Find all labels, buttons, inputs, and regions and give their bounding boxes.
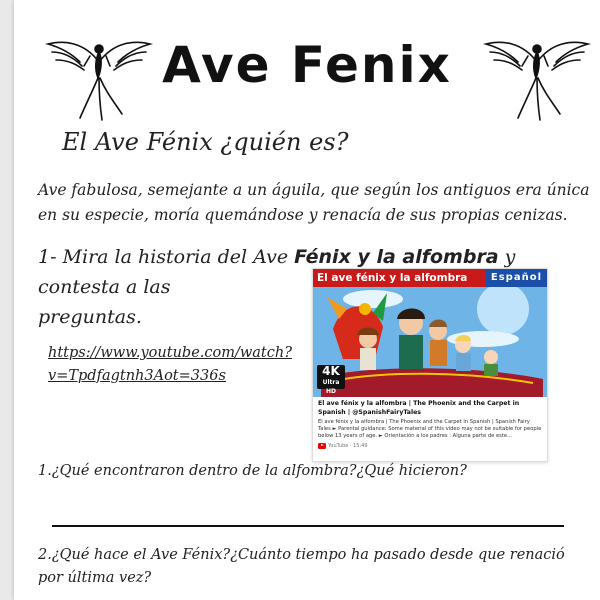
video-title[interactable]: El ave fénix y la alfombra | The Phoenix and the Carpet in Spanish | @SpanishFairyTales xyxy=(318,400,520,416)
section-heading: El Ave Fénix ¿quién es? xyxy=(62,128,349,156)
intro-paragraph: Ave fabulosa, semejante a un águila, que según los antiguos era única en su especie, moría quemándose y renacía de sus propias cenizas. xyxy=(38,181,590,224)
question-2: 2.¿Qué hace el Ave Fénix?¿Cuánto tiempo ha pasado desde que renació por última vez? xyxy=(38,547,565,586)
4k-badge xyxy=(317,364,345,395)
thumbnail-language-badge: Español xyxy=(486,269,547,287)
video-thumbnail[interactable] xyxy=(313,269,547,397)
instruction-bold-title: Fénix y la alfombra xyxy=(294,246,499,268)
video-link[interactable]: https://www.youtube.com/watch?v=Tpdfagtnh3Aot=336s xyxy=(48,345,292,384)
instruction-prefix: 1- Mira la historia del Ave xyxy=(38,246,295,268)
page-title: Ave Fenix xyxy=(162,36,452,94)
badge-4k-text: 4K xyxy=(322,364,340,378)
video-meta xyxy=(318,443,542,449)
instruction-line2: preguntas. xyxy=(38,306,142,328)
instruction-suffix: y contesta a las xyxy=(38,246,516,298)
video-card-text xyxy=(318,400,542,449)
thumbnail-title-bar xyxy=(313,269,547,287)
worksheet-page xyxy=(14,0,600,600)
badge-ultrahd-text: Ultra HD xyxy=(322,379,340,395)
video-card[interactable] xyxy=(312,268,548,462)
video-meta-text: YouTube · 15:49 xyxy=(328,442,368,449)
video-description: El ave fénix y la alfombra | The Phoenix and the Carpet in Spanish | Spanish Fairy Tales ► Parental guidance: Some material of this video may not be suitable for people below 13 years of age. ► Orientación a los padres : Alguna parte de este... xyxy=(318,419,542,440)
question-1: 1.¿Qué encontraron dentro de la alfombra?¿Qué hicieron? xyxy=(38,463,467,479)
thumbnail-title: El ave fénix y la alfombra xyxy=(317,272,468,284)
answer-line[interactable] xyxy=(52,525,564,527)
thumbnail-illustration xyxy=(313,269,547,397)
youtube-icon xyxy=(318,443,326,449)
